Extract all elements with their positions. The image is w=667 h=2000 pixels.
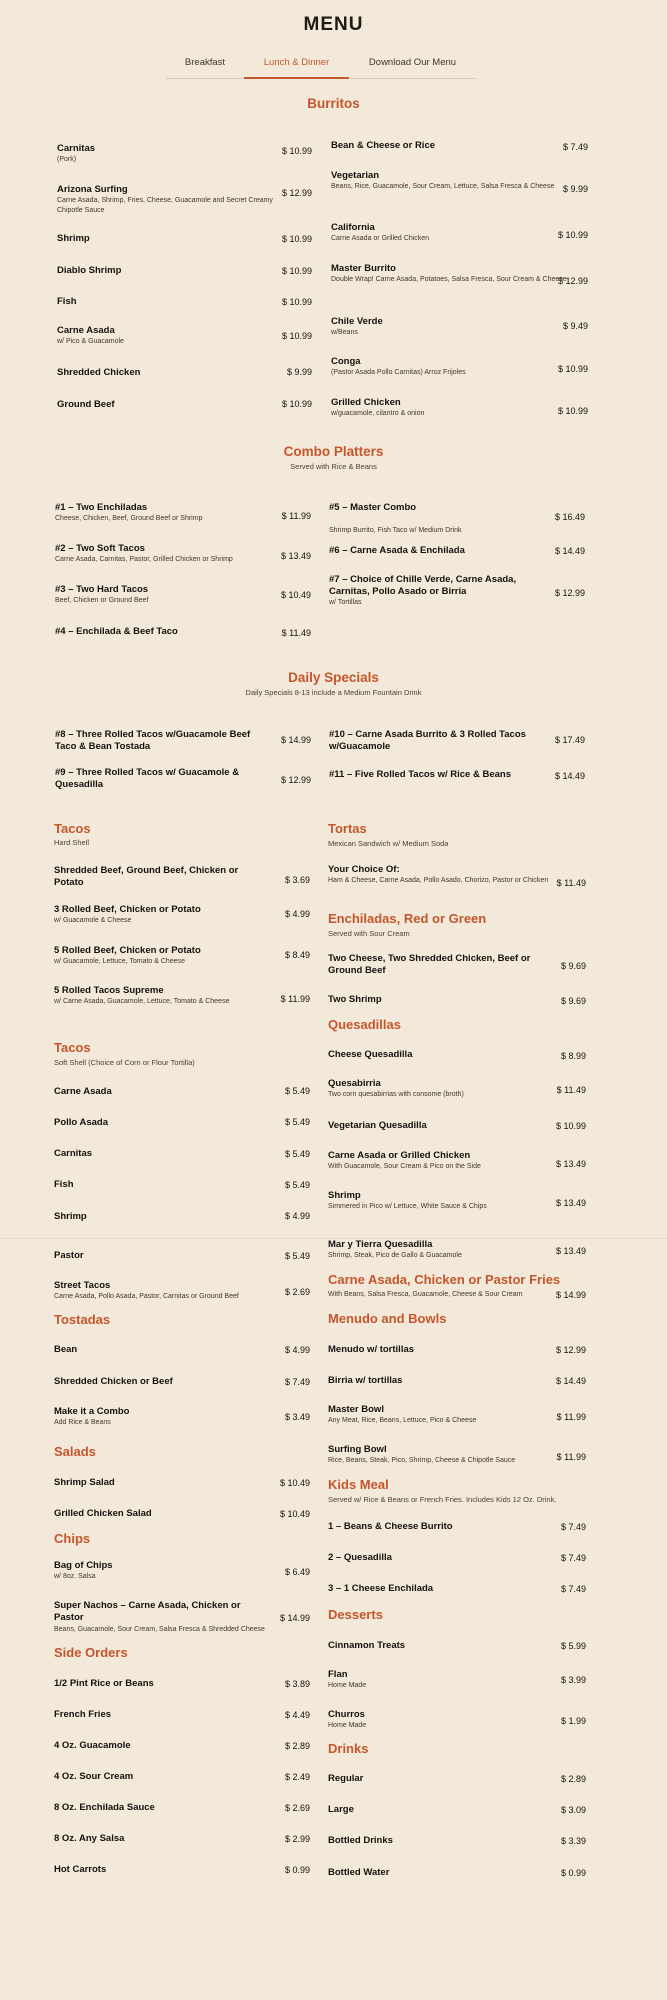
- menu-item-name: 1/2 Pint Rice or Beans: [54, 1678, 154, 1689]
- menu-item-price: $ 16.49: [554, 512, 585, 522]
- menu-item-name: 5 Rolled Beef, Chicken or Potato: [54, 945, 201, 956]
- menu-item-name: Bag of Chips: [54, 1560, 113, 1571]
- menu-item-price: $ 2.49: [284, 1772, 310, 1782]
- menu-item-price: $ 13.49: [280, 551, 311, 561]
- menu-item-name: Diablo Shrimp: [57, 265, 122, 276]
- menu-item-price: $ 14.49: [554, 771, 585, 781]
- menu-item-price: $ 10.49: [279, 1509, 310, 1519]
- menu-item-name: Vegetarian Quesadilla: [328, 1120, 427, 1131]
- menu-item-price: $ 14.49: [554, 546, 585, 556]
- menu-item-price: $ 11.99: [280, 994, 310, 1004]
- menu-item-name: Hot Carrots: [54, 1864, 107, 1875]
- menu-item-description: Carne Asada, Shrimp, Fries, Cheese, Guacamole and Secret Creamy Chipotle Sauce: [57, 197, 273, 214]
- category-title-drinks: Drinks: [328, 1741, 369, 1756]
- menu-item-name: Street Tacos: [54, 1280, 111, 1291]
- category-title-kids: Kids Meal: [328, 1477, 389, 1492]
- menu-item-name: #11 – Five Rolled Tacos w/ Rice & Beans: [329, 769, 511, 780]
- menu-item-name: Ground Beef: [57, 399, 115, 410]
- menu-item-price: $ 7.49: [560, 1584, 586, 1594]
- menu-item-price: $ 12.99: [557, 276, 588, 286]
- category-title-quesadillas: Quesadillas: [328, 1017, 401, 1032]
- menu-item-name: #9 – Three Rolled Tacos w/ Guacamole & Quesadilla: [55, 767, 240, 790]
- menu-item-description: Simmered in Pico w/ Lettuce, White Sauce & Chips: [328, 1203, 487, 1210]
- menu-item-price: $ 10.49: [279, 1478, 310, 1488]
- menu-item-price: $ 12.99: [280, 775, 311, 785]
- menu-item-name: Chile Verde: [331, 316, 383, 327]
- menu-item-description: Shrimp Burrito, Fish Taco w/ Medium Drink: [329, 527, 462, 534]
- menu-item-name: Churros: [328, 1709, 365, 1720]
- menu-item-price: $ 10.99: [281, 266, 312, 276]
- menu-item-description: w/Beans: [331, 329, 358, 336]
- category-subtitle-tacos-hard: Hard Shell: [54, 838, 90, 847]
- menu-item-name: #8 – Three Rolled Tacos w/Guacamole Beef Taco & Bean Tostada: [55, 729, 251, 752]
- menu-item-name: Carne Asada: [54, 1086, 112, 1097]
- menu-item-name: Arizona Surfing: [57, 184, 128, 195]
- menu-item-description: Carne Asada, Pollo Asada, Pastor, Carnitas or Ground Beef: [54, 1293, 239, 1300]
- menu-item-price: $ 7.49: [560, 1553, 586, 1563]
- menu-item-description: w/ Carne Asada, Guacamole, Lettuce, Tomato & Cheese: [54, 998, 230, 1005]
- menu-item-name: Shrimp: [57, 233, 90, 244]
- menu-item-description: Add Rice & Beans: [54, 1419, 111, 1426]
- menu-item-name: 3 – 1 Cheese Enchilada: [328, 1583, 434, 1594]
- menu-item-name: Fish: [54, 1179, 74, 1190]
- menu-item-name: #4 – Enchilada & Beef Taco: [55, 626, 178, 637]
- menu-item-price: $ 9.69: [560, 961, 586, 971]
- menu-item-price: $ 11.49: [556, 878, 586, 888]
- section-title-burritos: Burritos: [307, 96, 360, 111]
- menu-item-price: $ 7.49: [560, 1522, 586, 1532]
- menu-item-name: Flan: [328, 1669, 348, 1680]
- menu-item-name: Carnitas: [54, 1148, 93, 1159]
- menu-item-price: $ 7.49: [284, 1377, 310, 1387]
- menu-item-price: $ 3.89: [284, 1679, 310, 1689]
- menu-item-price: $ 2.89: [560, 1774, 586, 1784]
- menu-item-price: $ 10.49: [280, 590, 311, 600]
- menu-item-description: (Pork): [57, 156, 77, 163]
- section-title-specials: Daily Specials: [288, 670, 379, 685]
- category-title-sides: Side Orders: [54, 1645, 128, 1660]
- menu-item-name: Grilled Chicken: [331, 397, 401, 408]
- menu-item-name: Large: [328, 1804, 354, 1815]
- menu-item-name: Shredded Beef, Ground Beef, Chicken or Potato: [54, 865, 239, 888]
- menu-item-price: $ 11.99: [281, 511, 311, 521]
- menu-item-price: $ 3.49: [284, 1412, 310, 1422]
- menu-item-price: $ 14.99: [279, 1613, 310, 1623]
- menu-item-name: #2 – Two Soft Tacos: [55, 543, 145, 554]
- menu-item-name: Shrimp: [328, 1190, 361, 1201]
- menu-item-price: $ 13.49: [555, 1159, 586, 1169]
- menu-item-description: Two corn quesabirrias with consome (broth): [328, 1091, 464, 1098]
- menu-item-name: Vegetarian: [331, 170, 380, 181]
- menu-item-price: $ 5.49: [284, 1149, 310, 1159]
- menu-item-name: Shrimp Salad: [54, 1477, 115, 1488]
- menu-item-name: Bottled Drinks: [328, 1835, 393, 1846]
- menu-item-price: $ 8.99: [560, 1051, 586, 1061]
- menu-item-description: Any Meat, Rice, Beans, Lettuce, Pico & Cheese: [328, 1417, 477, 1424]
- menu-item-name: Shredded Chicken or Beef: [54, 1376, 173, 1387]
- menu-item-price: $ 5.99: [560, 1641, 586, 1651]
- menu-item-price: $ 10.99: [555, 1121, 586, 1131]
- section-title-combo: Combo Platters: [283, 444, 384, 459]
- category-title-fries: Carne Asada, Chicken or Pastor Fries: [328, 1272, 561, 1287]
- menu-item-price: $ 10.99: [281, 234, 312, 244]
- menu-item-description: w/guacamole, cilantro & onion: [331, 410, 425, 417]
- menu-item-description: Beans, Rice, Guacamole, Sour Cream, Lettuce, Salsa Fresca & Cheese: [331, 183, 555, 190]
- menu-item-name: Make it a Combo: [54, 1406, 130, 1417]
- tab-download-menu[interactable]: Download Our Menu: [368, 57, 457, 68]
- category-title-salads: Salads: [54, 1444, 96, 1459]
- page-title: MENU: [303, 14, 364, 35]
- menu-item-price: $ 9.99: [562, 184, 588, 194]
- category-subtitle-kids: Served w/ Rice & Beans or French Fries. Includes Kids 12 Oz. Drink.: [328, 1495, 557, 1504]
- category-title-tacos-hard: Tacos: [54, 821, 91, 836]
- menu-item-name: Surfing Bowl: [328, 1444, 387, 1455]
- menu-item-name: 8 Oz. Any Salsa: [54, 1833, 125, 1844]
- menu-item-price: $ 14.49: [555, 1376, 586, 1386]
- category-subtitle-enchiladas: Served with Sour Cream: [328, 929, 410, 938]
- menu-item-name: Shrimp: [54, 1211, 87, 1222]
- menu-item-name: Pastor: [54, 1250, 84, 1261]
- menu-item-price: $ 17.49: [554, 735, 585, 745]
- menu-item-description: Beef, Chicken or Ground Beef: [55, 597, 149, 604]
- menu-item-price: $ 11.99: [556, 1452, 586, 1462]
- menu-item-name: Mar y Tierra Quesadilla: [328, 1239, 433, 1250]
- menu-item-description: w/ 8oz. Salsa: [54, 1573, 96, 1580]
- menu-item-price: $ 13.49: [555, 1198, 586, 1208]
- menu-item-price: $ 12.99: [555, 1345, 586, 1355]
- menu-item-price: $ 9.69: [560, 996, 586, 1006]
- menu-item-description: w/ Guacamole, Lettuce, Tomato & Cheese: [54, 958, 185, 965]
- menu-item-price: $ 2.69: [284, 1803, 310, 1813]
- menu-item-name: Master Burrito: [331, 263, 396, 274]
- menu-item-name: Carne Asada or Grilled Chicken: [328, 1150, 471, 1161]
- menu-item-price: $ 9.99: [286, 367, 312, 377]
- menu-item-description: Carne Asada, Carnitas, Pastor, Grilled Chicken or Shrimp: [55, 556, 233, 563]
- menu-item-name: 5 Rolled Tacos Supreme: [54, 985, 164, 996]
- category-title-tortas: Tortas: [328, 821, 367, 836]
- menu-item-name: 4 Oz. Sour Cream: [54, 1771, 134, 1782]
- menu-item-description: Ham & Cheese, Carne Asada, Pollo Asado, Chorizo, Pastor or Chicken: [328, 877, 549, 884]
- menu-item-price: $ 2.69: [284, 1287, 310, 1297]
- menu-item-name: Master Bowl: [328, 1404, 384, 1415]
- menu-item-name: #5 – Master Combo: [329, 502, 417, 513]
- category-subtitle-tacos-soft: Soft Shell (Choice of Corn or Flour Tortilla): [54, 1058, 195, 1067]
- menu-item-price: $ 13.49: [555, 1246, 586, 1256]
- menu-item-price: $ 1.99: [560, 1716, 586, 1726]
- menu-item-price: $ 3.09: [560, 1805, 586, 1815]
- menu-item-name: Grilled Chicken Salad: [54, 1508, 152, 1519]
- menu-item-name: Quesabirria: [328, 1078, 381, 1089]
- category-title-tacos-soft: Tacos: [54, 1040, 91, 1055]
- menu-item-price: $ 3.69: [284, 875, 310, 885]
- menu-item-price: $ 2.99: [284, 1834, 310, 1844]
- menu-item-name: California: [331, 222, 375, 233]
- menu-item-price: $ 0.99: [284, 1865, 310, 1875]
- menu-item-price: $ 3.39: [560, 1836, 586, 1846]
- menu-item-name: 2 – Quesadilla: [328, 1552, 392, 1563]
- menu-item-price: $ 4.99: [284, 909, 310, 919]
- menu-item-price: $ 12.99: [281, 188, 312, 198]
- menu-item-price: $ 10.99: [281, 297, 312, 307]
- menu-item-name: 1 – Beans & Cheese Burrito: [328, 1521, 453, 1532]
- menu-item-price: $ 14.99: [280, 735, 311, 745]
- category-title-desserts: Desserts: [328, 1607, 383, 1622]
- menu-item-name: Menudo w/ tortillas: [328, 1344, 415, 1355]
- menu-item-description: (Pastor Asada Pollo Carnitas) Arroz Frijoles: [331, 369, 466, 376]
- menu-item-description: w/ Tortillas: [329, 599, 362, 606]
- menu-item-name: Carne Asada: [57, 325, 115, 336]
- menu-item-name: Bottled Water: [328, 1867, 390, 1878]
- menu-item-name: Shredded Chicken: [57, 367, 141, 378]
- menu-item-price: $ 10.99: [557, 406, 588, 416]
- menu-item-name: Two Shrimp: [328, 994, 382, 1005]
- menu-tabs: [166, 55, 476, 79]
- menu-item-name: French Fries: [54, 1709, 112, 1720]
- menu-item-name: Cheese Quesadilla: [328, 1049, 413, 1060]
- menu-item-price: $ 10.99: [281, 146, 312, 156]
- menu-item-price: $ 12.99: [554, 588, 585, 598]
- menu-item-name: Conga: [331, 356, 361, 367]
- menu-item-name: Pollo Asada: [54, 1117, 109, 1128]
- menu-item-description: Double Wrap! Carne Asada, Potatoes, Salsa Fresca, Sour Cream & Cheese: [331, 276, 567, 283]
- menu-item-name: Birria w/ tortillas: [328, 1375, 403, 1386]
- tab-breakfast[interactable]: Breakfast: [184, 57, 226, 68]
- menu-item-price: $ 11.49: [281, 628, 311, 638]
- menu-item-name: #10 – Carne Asada Burrito & 3 Rolled Tacos w/Guacamole: [329, 729, 526, 752]
- menu-item-description: Home Made: [328, 1722, 367, 1729]
- menu-item-price: $ 3.99: [560, 1675, 586, 1685]
- category-title-enchiladas: Enchiladas, Red or Green: [328, 911, 487, 926]
- menu-item-description: Rice, Beans, Steak, Pico, Shrimp, Cheese & Chipotle Sauce: [328, 1457, 516, 1464]
- menu-item-name: #1 – Two Enchiladas: [55, 502, 148, 513]
- menu-item-name: Super Nachos – Carne Asada, Chicken or Pastor: [54, 1600, 241, 1623]
- menu-item-name: Fish: [57, 296, 77, 307]
- menu-item-price: $ 11.99: [556, 1412, 586, 1422]
- menu-item-description: Cheese, Chicken, Beef, Ground Beef or Shrimp: [55, 515, 203, 522]
- category-title-chips: Chips: [54, 1531, 91, 1546]
- menu-item-description: w/ Guacamole & Cheese: [54, 917, 132, 924]
- menu-item-price: $ 8.49: [284, 950, 310, 960]
- menu-item-price: $ 10.99: [557, 364, 588, 374]
- menu-item-price: $ 11.49: [556, 1085, 586, 1095]
- menu-item-price: $ 0.99: [560, 1868, 586, 1878]
- menu-item-name: Bean: [54, 1344, 78, 1355]
- menu-item-price: $ 14.99: [555, 1290, 586, 1300]
- menu-item-name: 3 Rolled Beef, Chicken or Potato: [54, 904, 201, 915]
- menu-item-name: #6 – Carne Asada & Enchilada: [329, 545, 465, 556]
- menu-item-price: $ 5.49: [284, 1251, 310, 1261]
- menu-item-price: $ 4.49: [284, 1710, 310, 1720]
- menu-item-price: $ 5.49: [284, 1180, 310, 1190]
- menu-item-description: With Guacamole, Sour Cream & Pico on the Side: [328, 1163, 481, 1170]
- menu-item-name: Cinnamon Treats: [328, 1640, 406, 1651]
- menu-item-description: Shrimp, Steak, Pico de Gallo & Guacamole: [328, 1252, 462, 1259]
- menu-item-price: $ 4.99: [284, 1345, 310, 1355]
- menu-item-name: Two Cheese, Two Shredded Chicken, Beef or Ground Beef: [328, 953, 531, 976]
- menu-item-name: 8 Oz. Enchilada Sauce: [54, 1802, 155, 1813]
- menu-item-price: $ 10.99: [281, 399, 312, 409]
- menu-item-price: $ 7.49: [562, 142, 588, 152]
- menu-item-price: $ 2.89: [284, 1741, 310, 1751]
- menu-item-name: #7 – Choice of Chille Verde, Carne Asada, Carnitas, Pollo Asado or Birria: [329, 574, 517, 597]
- section-subtitle-specials: Daily Specials 8-13 include a Medium Fountain Drink: [245, 688, 422, 697]
- menu-item-name: #3 – Two Hard Tacos: [55, 584, 149, 595]
- menu-item-price: $ 6.49: [284, 1567, 310, 1577]
- category-subtitle-tortas: Mexican Sandwich w/ Medium Soda: [328, 839, 449, 848]
- menu-item-name: Carnitas: [57, 143, 96, 154]
- menu-item-price: $ 9.49: [562, 321, 588, 331]
- menu-item-price: $ 4.99: [284, 1211, 310, 1221]
- menu-item-name: 4 Oz. Guacamole: [54, 1740, 131, 1751]
- menu-item-description: w/ Pico & Guacamole: [57, 338, 124, 345]
- menu-item-price: $ 10.99: [281, 331, 312, 341]
- menu-item-price: $ 10.99: [557, 230, 588, 240]
- menu-item-price: $ 5.49: [284, 1086, 310, 1096]
- menu-item-description: With Beans, Salsa Fresca, Guacamole, Cheese & Sour Cream: [328, 1291, 523, 1298]
- menu-item-price: $ 5.49: [284, 1117, 310, 1127]
- menu-item-name: Bean & Cheese or Rice: [331, 140, 436, 151]
- menu-item-description: Home Made: [328, 1682, 367, 1689]
- menu-item-name: Your Choice Of:: [328, 864, 400, 875]
- menu-item-description: Carne Asada or Grilled Chicken: [331, 235, 430, 242]
- tab-lunch-dinner[interactable]: Lunch & Dinner: [244, 56, 349, 79]
- menu-item-name: Regular: [328, 1773, 364, 1784]
- category-title-tostadas: Tostadas: [54, 1312, 111, 1327]
- category-title-menudo: Menudo and Bowls: [328, 1311, 447, 1326]
- section-subtitle-combo: Served with Rice & Beans: [290, 462, 377, 471]
- menu-item-description: Beans, Guacamole, Sour Cream, Salsa Fresca & Shredded Cheese: [54, 1626, 265, 1633]
